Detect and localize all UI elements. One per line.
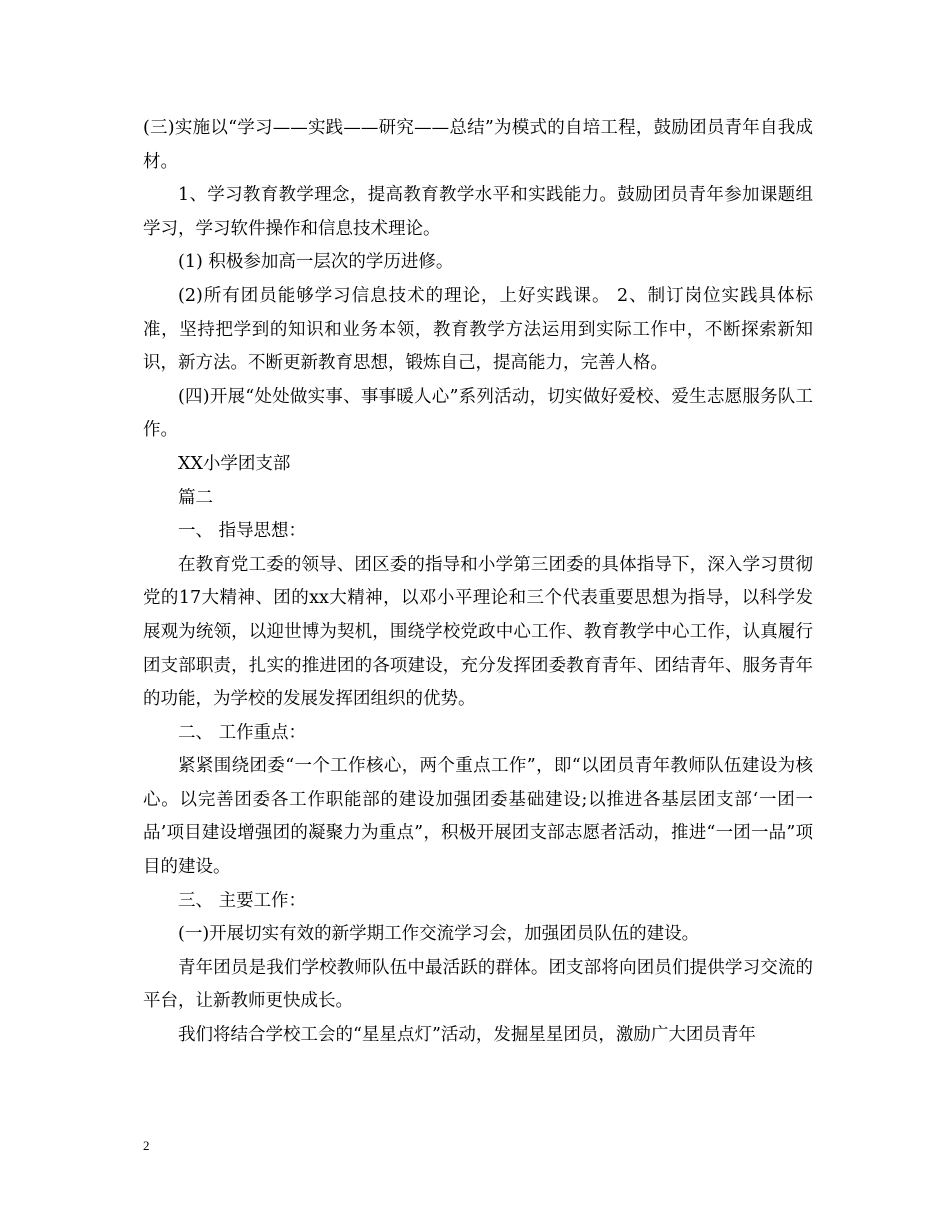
section-heading: 一、 指导思想： <box>178 521 307 542</box>
paragraph: 在教育党工委的领导、团区委的指导和小学第三团委的具体指导下，深入学习贯彻党的17大精神、团的xx大精神，以邓小平理论和三个代表重要思想为指导，以科学发展观为统领，以迎世博为契机，围绕学校党政中心工作、教育教学中心工作，认真履行团支部职责，扎实的推进团的各项建设，充分发挥团委教育青年、团结青年、服务青年的功能，为学校的发展发挥团组织的优势。 <box>143 554 813 710</box>
paragraph: (2)所有团员能够学习信息技术的理论，上好实践课。 2、制订岗位实践具体标准，坚持把学到的知识和业务本领，教育教学方法运用到实际工作中，不断探索新知识，新方法。不断更新教育思想，锻炼自己，提高能力，完善人格。 <box>143 285 813 374</box>
section-heading: 三、 主要工作： <box>178 890 307 911</box>
paragraph: 青年团员是我们学校教师队伍中最活跃的群体。团支部将向团员们提供学习交流的平台，让新教师更快成长。 <box>143 957 813 1012</box>
paragraph: (一)开展切实有效的新学期工作交流学习会，加强团员队伍的建设。 <box>178 924 700 945</box>
section-heading: 篇二 <box>178 487 213 508</box>
page-number: 2 <box>143 1138 150 1153</box>
paragraph: (四)开展“处处做实事、事事暖人心”系列活动，切实做好爱校、爱生志愿服务队工作。 <box>143 386 813 441</box>
paragraph: (三)实施以“学习——实践——研究——总结”为模式的自培工程，鼓励团员青年自我成材。 <box>143 118 813 172</box>
section-heading: 二、 工作重点： <box>178 722 307 743</box>
paragraph: 紧紧围绕团委“一个工作核心，两个重点工作”，即“以团员青年教师队伍建设为核心。以完善团委各工作职能部的建设加强团委基础建设;以推进各基层团支部‘一团一品’项目建设增强团的凝聚力为重点”，积极开展团支部志愿者活动，推进“一团一品”项目的建设。 <box>143 756 813 878</box>
paragraph: 1、学习教育教学理念，提高教育教学水平和实践能力。鼓励团员青年参加课题组学习，学习软件操作和信息技术理论。 <box>143 185 813 239</box>
document-body <box>143 112 813 1053</box>
paragraph: (1) 积极参加高一层次的学历进修。 <box>178 252 454 273</box>
signature-line: XX小学团支部 <box>178 453 291 474</box>
paragraph: 我们将结合学校工会的“星星点灯”活动，发掘星星团员，激励广大团员青年 <box>178 1025 756 1046</box>
